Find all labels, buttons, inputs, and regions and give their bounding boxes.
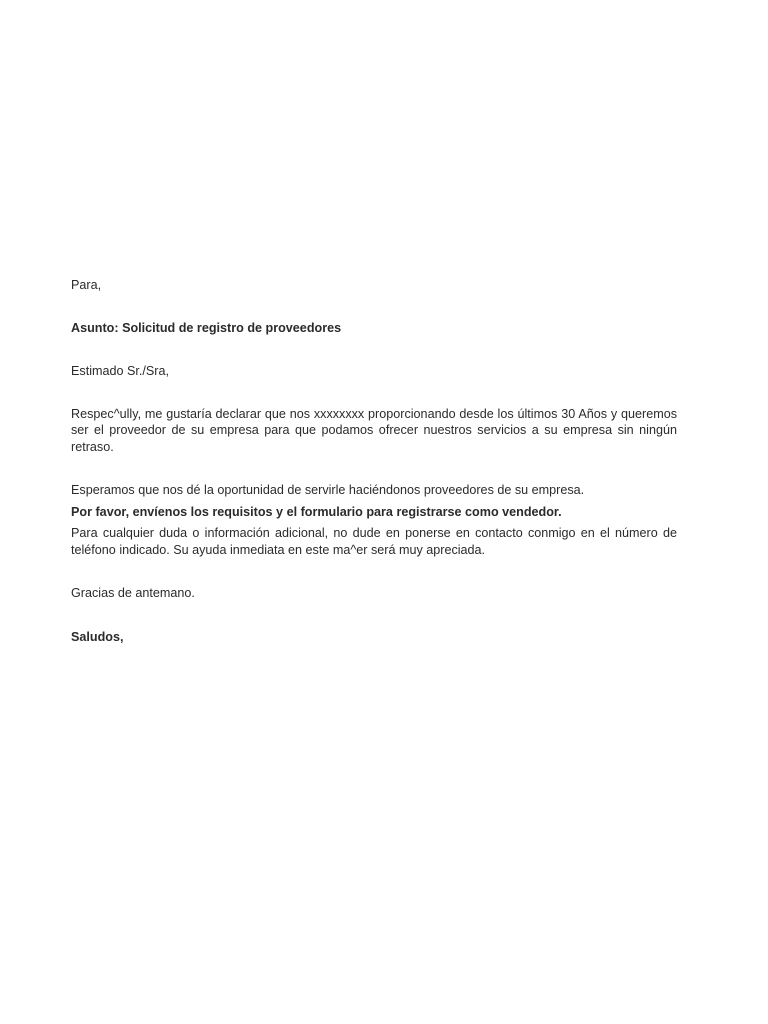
letter-subject: Asunto: Solicitud de registro de proveedores [71, 320, 342, 335]
letter-paragraph-hope: Esperamos que nos dé la oportunidad de servirle haciéndonos proveedores de su empresa. [71, 483, 585, 497]
letter-body [71, 277, 677, 645]
letter-greeting: Para, [71, 278, 102, 292]
letter-thanks: Gracias de antemano. [71, 586, 195, 600]
letter-paragraph-request: Por favor, envíenos los requisitos y el formulario para registrarse como vendedor. [71, 504, 562, 519]
letter-salutation: Estimado Sr./Sra, [71, 364, 169, 378]
letter-closing: Saludos, [71, 629, 124, 644]
letter-paragraph-intro: Respec^ully, me gustaría declarar que nos xxxxxxxx proporcionando desde los últimos 30 Años y queremos ser el proveedor de su empresa para que podamos ofrecer nuestros servicios a su empresa sin ningún retraso. [71, 406, 677, 454]
letter-paragraph-contact: Para cualquier duda o información adicional, no dude en ponerse en contacto conmigo en el número de teléfono indicado. Su ayuda inmediata en este ma^er será muy apreciada. [71, 526, 677, 557]
